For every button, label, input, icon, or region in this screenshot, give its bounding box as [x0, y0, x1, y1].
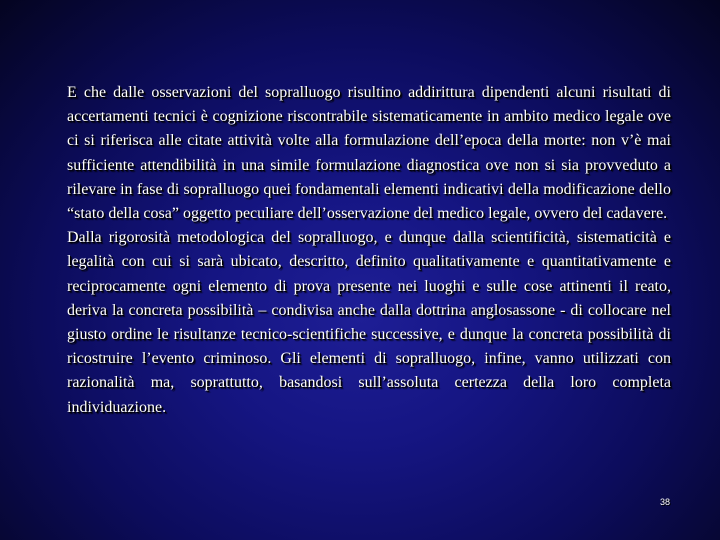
- page-number: 38: [659, 497, 670, 507]
- slide-body-text: [67, 81, 671, 420]
- paragraph-methodological-rigor: Dalla rigorosità metodologica del sopralluogo, e dunque dalla scientificità, sistematicità e legalità con cui si sarà ubicato, descritto, definito qualitativamente e quantitativamente e reciprocamente ogni elemento di prova presente nei luoghi e sulle cose attinenti il reato, deriva la concreta possibilità – condivisa anche dalla dottrina anglosassone - di collocare nel giusto ordine le risultanze tecnico-scientifiche successive, e dunque la concreta possibilità di ricostruire l’evento criminoso. Gli elementi di sopralluogo, infine, vanno utilizzati con razionalità ma, soprattutto, basandosi sull’assoluta certezza della loro completa individuazione.: [67, 229, 671, 416]
- paragraph-sopralluogo-observations: E che dalle osservazioni del sopralluogo risultino addirittura dipendenti alcuni risultati di accertamenti tecnici è cognizione riscontrabile sistematicamente in ambito medico legale ove ci si riferisca alle citate attività volte alla formulazione dell’epoca della morte: non v’è mai sufficiente attendibilità in una simile formulazione diagnostica ove non si sia provveduto a rilevare in fase di sopralluogo quei fondamentali elementi indicativi della modificazione dello “stato della cosa” oggetto peculiare dell’osservazione del medico legale, ovvero del cadavere.: [67, 84, 671, 223]
